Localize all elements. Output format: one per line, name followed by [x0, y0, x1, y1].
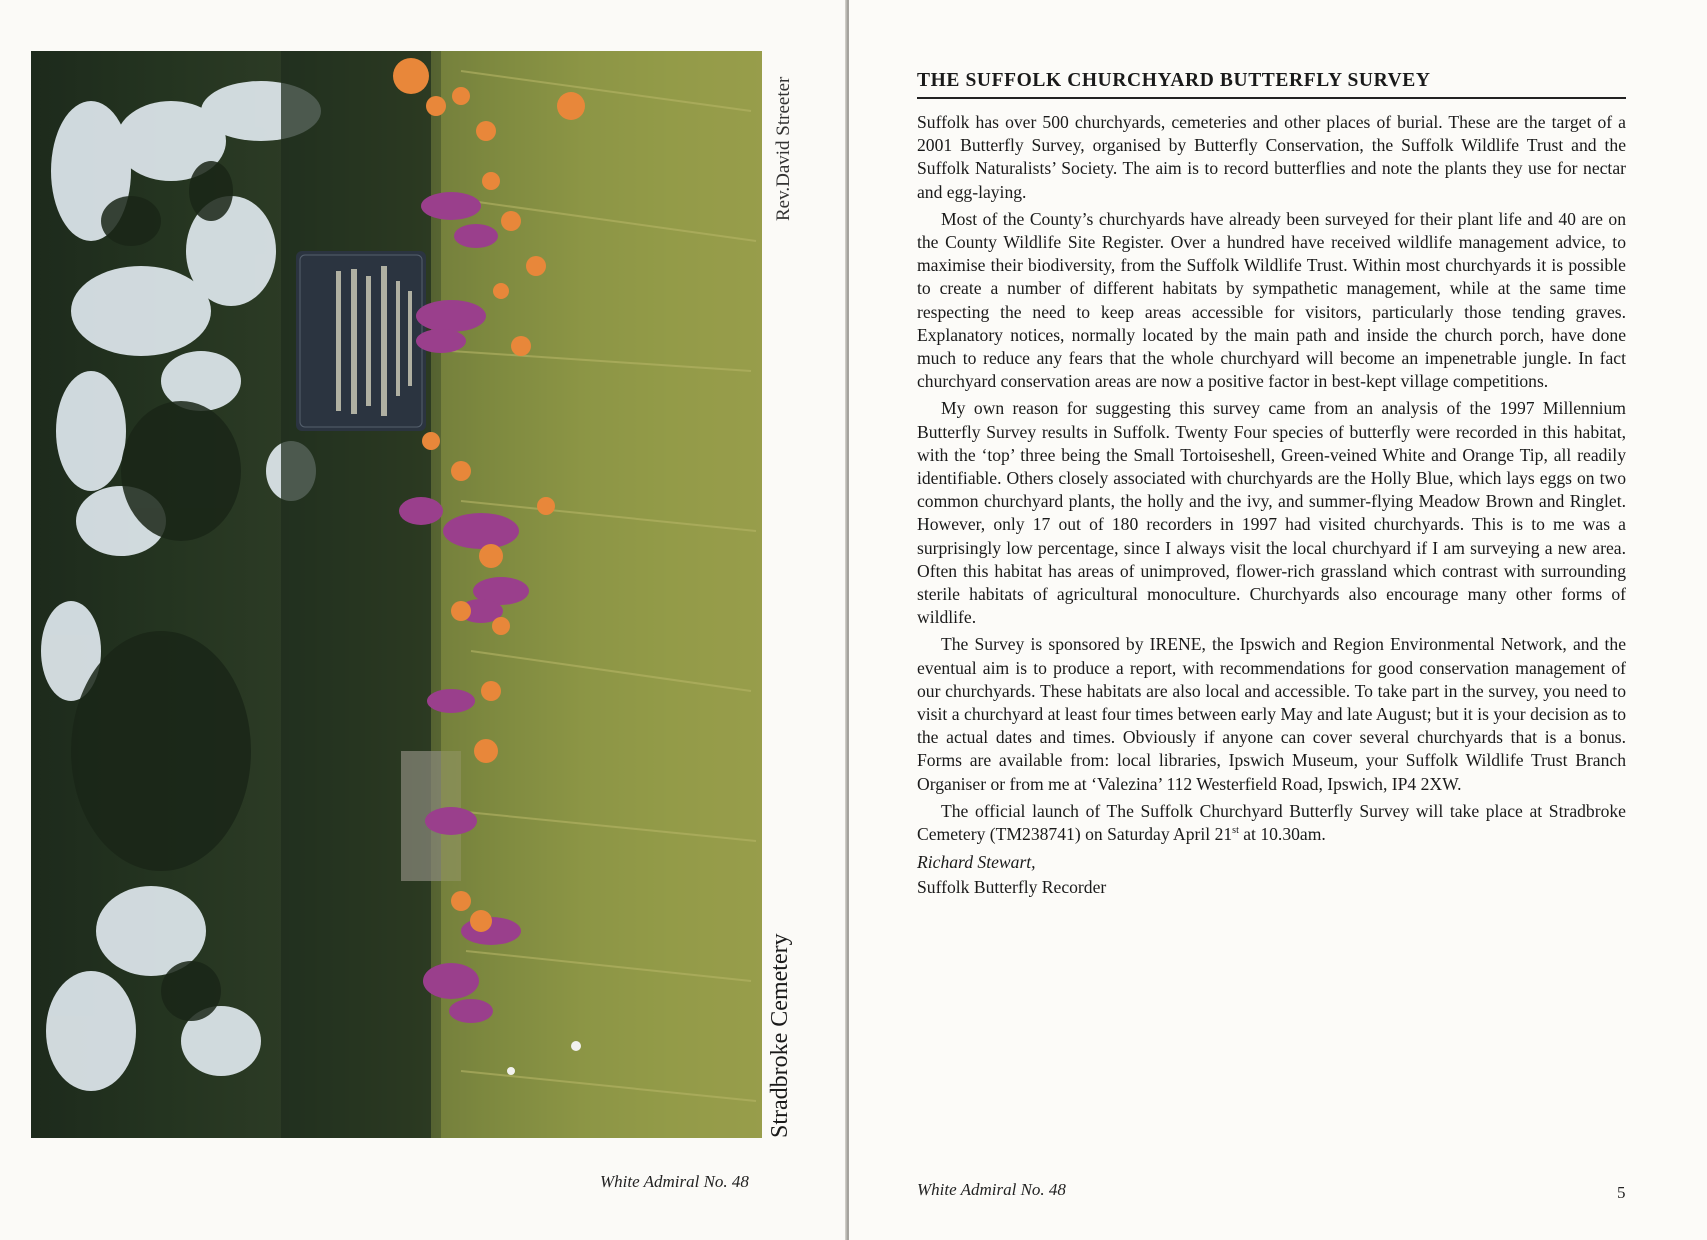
left-footer: White Admiral No. 48 [600, 1172, 749, 1191]
signature-role: Suffolk Butterfly Recorder [917, 877, 1107, 898]
paragraph-2: Most of the County’s churchyards have already been surveyed for their plant life and 40 are on the County Wildlife Site Register. Over a hundred have received wildlife management advice, to maximise their biodiversity, from the Suffolk Wildlife Trust. Within most churchyards it is possible to create a number of different habitats by sympathetic management, while at the same time respecting the need to keep areas accessible for visitors, particularly those tending graves. Explanatory notices, normally located by the main path and inside the church porch, have done much to reduce any fears that the whole churchyard will become an impenetrable jungle. In fact churchyard conservation areas are now a positive factor in best-kept village competitions. [917, 208, 1626, 392]
launch-text: The official launch of The Suffolk Churchyard Butterfly Survey will take place at Stradbroke Cemetery (TM238741) on Saturday April 21 [917, 800, 1626, 845]
photo-caption: Stradbroke Cemetery [767, 933, 793, 1138]
signature-name: Richard Stewart, [917, 852, 1036, 873]
launch-time: at 10.30am. [1238, 824, 1326, 845]
photo-credit: Rev.David Streeter [773, 76, 794, 221]
page-number: 5 [1617, 1183, 1626, 1202]
launch-date-suffix: st [1232, 825, 1239, 837]
paragraph-1: Suffolk has over 500 churchyards, cemeteries and other places of burial. These are the target of a 2001 Butterfly Survey, organised by Butterfly Conservation, the Suffolk Wildlife Trust and the Suffolk Naturalists’ Society. The aim is to record butterflies and note the plants they use for nectar and egg-laying. [917, 112, 1626, 202]
cemetery-photo [31, 51, 762, 1138]
article [917, 70, 1626, 900]
paragraph-3: My own reason for suggesting this survey came from an analysis of the 1997 Millennium Butterfly Survey results in Suffolk. Twenty Four species of butterfly were recorded in this habitat, with the ‘top’ three being the Small Tortoiseshell, Green-veined White and Orange Tip, all readily identifiable. Others closely associated with churchyards are the Holly Blue, which lays eggs on two common churchyard plants, the holly and the ivy, and summer-flying Meadow Brown and Ringlet. However, only 17 out of 180 recorders in 1997 had visited churchyards. This is to me was a surprisingly low percentage, since I always visit the local churchyard if I am surveying a new area. Often this habitat has areas of unimproved, flower-rich grassland which contrast with surrounding sterile habitats of agricultural monoculture. Churchyards also encourage many other forms of wildlife. [917, 398, 1626, 628]
article-title: THE SUFFOLK CHURCHYARD BUTTERFLY SURVEY [917, 70, 1626, 99]
paragraph-4: The Survey is sponsored by IRENE, the Ipswich and Region Environmental Network, and the eventual aim is to produce a report, with recommendations for good conservation management of our churchyards. These habitats are also local and accessible. To take part in the survey, you need to visit a churchyard at least four times between early May and late August; but it is your decision as to the actual dates and times. Obviously if anyone can cover several churchyards that is a bonus. Forms are available from: local libraries, Ipswich Museum, your Suffolk Wildlife Trust Branch Organiser or from me at ‘Valezina’ 112 Westerfield Road, Ipswich, IP4 2XW. [917, 634, 1626, 794]
right-page [849, 0, 1707, 1240]
left-page [0, 0, 847, 1240]
signature [917, 850, 1626, 900]
right-footer: White Admiral No. 48 [917, 1180, 1066, 1199]
paragraph-launch [917, 800, 1626, 846]
